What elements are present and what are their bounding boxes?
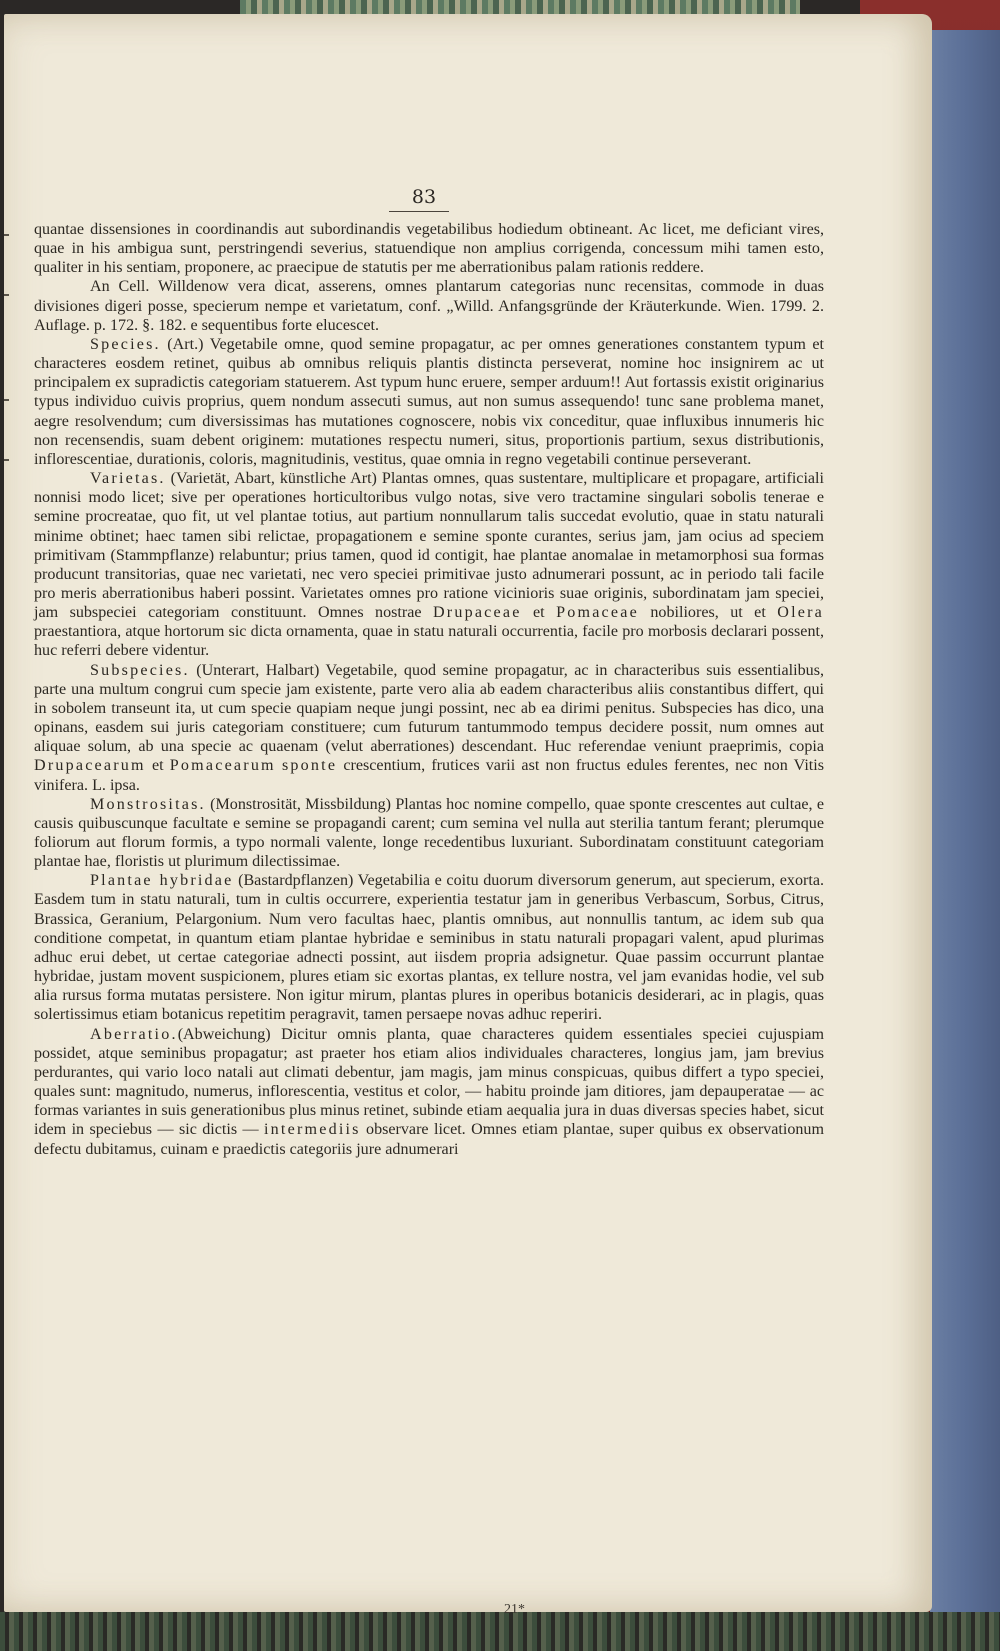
spaced-term: Pomacearum <box>169 757 276 775</box>
text-run: (Bastardpflanzen) Vegetabilia e coitu duorum diversorum generum, aut specierum, exorta. Easdem tum in statu naturali, tum in cultis occurrere, experientia testatur jam in generibus Verbascum, Sorbus, Citrus, Brassica, Geranium, Pelargonium. Num vero facultas haec, plantis omnibus, aut nonnullis tantum, ac idem sub qua conditione competat, in quantum etiam plantae hybridae e seminibus in statu naturali propagari valent, apud plurimas adhuc erui debet, ut certae categoriae adnecti possint, aut iisdem propria adsignetur. Quae passim occurrunt plantae hybridae, justam movent suspicionem, plures etiam sic exortas plantas, ex tellure nostra, vel jam evanidas hodie, vel sub alia rursus forma mutatas persistere. Non igitur mirum, plantas plures in operibus botanicis desiderari, ac in plagis, quas solertissimus etiam botanicus repetitim peragravit, tamen persaepe novas adhuc reperiri. <box>34 872 824 1024</box>
margin-marks <box>4 214 10 814</box>
paragraph <box>34 871 824 1024</box>
spaced-term: Drupacearum <box>34 757 146 775</box>
page-number: 83 <box>411 186 437 208</box>
text-run: praestantiora, atque hortorum sic dicta ornamenta, quae in statu naturali occurrentia, facile pro morbosis declarari possent, huc referri debere videntur. <box>34 623 824 660</box>
spaced-term: sponte <box>281 757 338 775</box>
spaced-term: Plantae hybridae <box>90 872 234 890</box>
spaced-term: intermediis <box>264 1121 361 1139</box>
signature-mark: 21* <box>504 1602 525 1617</box>
margin-tick <box>4 294 9 296</box>
text-run: crescentium, frutices varii ast non fructus edules ferentes, nec non Vitis vinifera. L. ipsa. <box>34 757 824 794</box>
paragraph <box>34 795 824 872</box>
text-run: (Monstrosität, Missbildung) Plantas hoc nomine compello, quae sponte crescentes aut cultae, e causis quibuscunque facultate e semine se propagandi carent; cum semina vel nulla aut sterilia tantum ferant; plerumque foliorum aut florum formis, a typo normali valente, longe recedentibus luxuriant. Subordinatam constituunt categoriam plantae hae, floristis ut plurimum dilectissimae. <box>34 795 824 871</box>
text-run: (Varietät, Abart, künstliche Art) Plantas omnes, quas sustentare, multiplicare et propagare, artificiali nonnisi modo licet; sive per operationes horticultoribus vulgo notas, sive vero tractamine singulari sobolis tenerae e semine procreatae, quo fit, ut vel plantae totius, aut partium nonnullarum talis succedat evolutio, quae in statu naturali minime obtinet; haec tamen sibi relictae, propagationem e semine sponte curantes, serius jam, jam ocius ad speciem primitivam (Stammpflanze) relabuntur; prius tamen, quod id contigit, hae plantae anomalae in metamorphosi sua formas producunt transitorias, quae nec varietati, nec vero speciei primitivae justo adnumerari possunt, ac in periodo tali facile pro meris aberrationibus haberi possint. Varietates omnes pro ratione vicinioris suae originis, subordinatam jam speciei, jam subspeciei categoriam constituunt. Omnes nostrae <box>34 470 824 622</box>
text-run: observare licet. Omnes etiam plantae, super quibus ex observationum defectu dubitamus, cuinam e praedictis categoriis jure adnumerari <box>34 1121 824 1158</box>
paragraph <box>34 661 824 795</box>
spaced-term: Subspecies. <box>90 661 190 679</box>
spaced-term: Varietas. <box>90 470 166 488</box>
paragraph <box>34 277 824 334</box>
spaced-term: Pomaceae <box>556 604 639 622</box>
spaced-term: Species. <box>90 335 161 353</box>
text-run: et <box>145 757 170 775</box>
text-run: et <box>521 604 557 622</box>
paragraph <box>34 335 824 469</box>
text-run: quantae dissensiones in coordinandis aut subordinandis vegetabilibus hodiedum obtineant. Ac licet, me deficiant vires, quae in his ambigua sunt, perstringendi severius, statuendique non amplius corrigenda, concessum mihi tamen esto, qualiter in his sentiam, proponere, ac praecipue de statutis per me aberrationibus palam rationis reddere. <box>34 221 824 277</box>
text-run: nobiliores, ut et <box>638 604 778 622</box>
spaced-term: Aberratio. <box>90 1025 178 1043</box>
paragraph <box>34 220 824 277</box>
margin-tick <box>4 234 9 236</box>
margin-tick <box>4 399 9 401</box>
page-number-rule <box>389 211 449 212</box>
body-text <box>34 220 824 1159</box>
text-run: (Unterart, Halbart) Vegetabile, quod semine propagatur, ac in characteribus suis essentialibus, parte una multum congrui cum specie jam existente, parte vero alia ab eadem characteribus aliis constantibus differt, qui in sobolem transeunt ita, ut cum specie quapiam neque jungi possint, nec ab ea dirimi penitus. Subspecies has dico, una opinans, easdem sui juris categoriam constituere; cum futurum tantummodo tempus decidere possit, num omnes aut aliquae solum, ab una specie ac quaenam (velut aberrationes) descendant. Huc referendae veniunt praeprimis, copia <box>34 661 824 756</box>
spaced-term: Olera <box>777 604 824 622</box>
paragraph <box>34 1025 824 1159</box>
text-run: An Cell. Willdenow vera dicat, asserens, omnes plantarum categorias nunc recensitas, commode in duas divisiones digeri posse, specierum nempe et varietatum, conf. „Willd. Anfangsgründe der Kräuterkunde. Wien. 1799. 2. Auflage. p. 172. §. 182. e sequentibus forte elucescet. <box>34 278 824 334</box>
spaced-term: Drupaceae <box>432 604 522 622</box>
paper-page <box>4 14 932 1617</box>
marbled-edge-bottom <box>0 1612 1000 1651</box>
spaced-term: Monstrositas. <box>90 795 206 813</box>
text-run: (Abweichung) Dicitur omnis planta, quae characteres quidem essentiales speciei cujuspiam possidet, atque seminibus propagatur; ast praeter hos etiam alios individuales characteres, longius jam, jam brevius perdurantes, qui vario loco natali aut climati debentur, jam magis, jam minus conspicuas, quibus differt a typo speciei, quales sunt: magnitudo, numerus, inflorescentia, vestitus et color, — habitu proinde jam ditiores, jam depauperatae — ac formas variantes in suis generationibus plus minus retinet, subinde etiam aequalia jura in duas diversas species habet, sicut idem in speciebus — sic dictis — <box>34 1025 824 1139</box>
text-run: (Art.) Vegetabile omne, quod semine propagatur, ac per omnes generationes constantem typum et characteres eosdem retinet, quibus ab omnibus reliquis plantis distincta perseverat, nomine hoc insignirem ac ut principalem ex supradictis categoriam statuerem. Ast typum hunc eruere, semper arduum!! Aut fortassis existit originarius typus individuo cuivis proprius, quem nondum assecuti sumus, aut non sumus assequendo! tunc sane problema manet, aegre resolvendum; cum diversissimas has mutationes cognoscere, nobis vix conceditur, quae influxibus innumeris hic non recensendis, suam debent originem: mutationes respectu numeri, situs, proportionis partium, sexus distributionis, inflorescentiae, durationis, coloris, magnitudinis, vestitus, quae omnia in regno vegetabili continue perseverant. <box>34 335 824 468</box>
margin-tick <box>4 459 9 461</box>
paragraph <box>34 469 824 661</box>
blue-cover-board <box>930 30 1000 1620</box>
